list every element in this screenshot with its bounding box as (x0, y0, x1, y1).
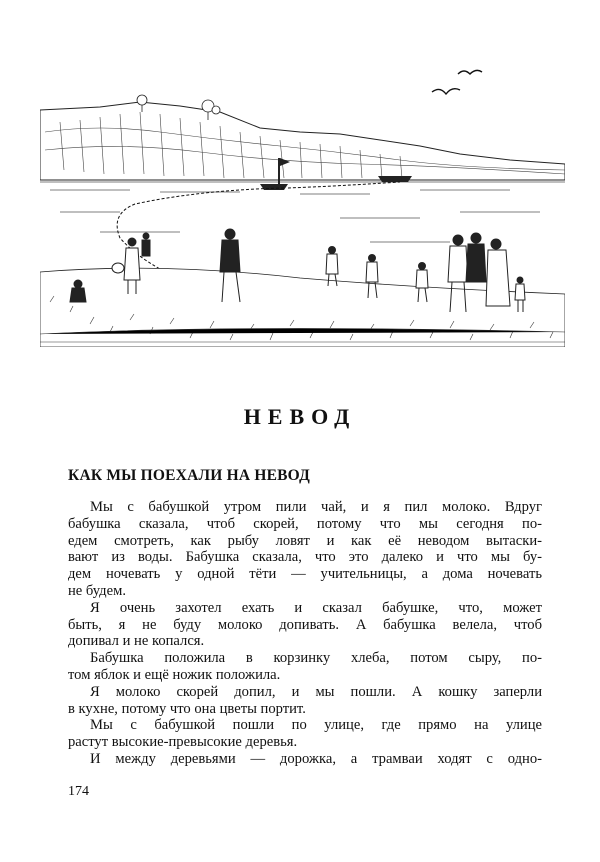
text-line: Бабушка положила в корзинку хлеба, потом сыру, по- (90, 650, 542, 667)
chapter-title: КАК МЫ ПОЕХАЛИ НА НЕВОД (68, 467, 310, 484)
text-line: допивал и не копался. (68, 633, 205, 650)
text-line: едем смотреть, как рыбу ловят и как её неводом вытаски- (68, 532, 542, 549)
page-number: 174 (68, 784, 89, 799)
text-line: Мы с бабушкой пошли по улице, где прямо на улице (90, 717, 542, 734)
text-line: в кухне, потому что она цветы портит. (68, 700, 306, 717)
fishing-seine-illustration-icon (40, 62, 565, 347)
story-title: НЕВОД (243, 404, 357, 429)
text-line: растут высокие-превысокие деревья. (68, 734, 298, 751)
text-line: И между деревьями — дорожка, а трамваи ходят с одно- (90, 750, 542, 767)
text-line: Я очень захотел ехать и сказал бабушке, что, может (90, 599, 542, 616)
text-line: том яблок и ещё ножик положила. (68, 666, 281, 683)
body-text (68, 499, 542, 768)
text-line: Мы с бабушкой утром пили чай, и я пил молоко. Вдруг (90, 499, 542, 515)
text-line: дем ночевать у одной тёти — учительницы, а дома ночевать (68, 566, 542, 583)
fishing-scene-illustration (40, 62, 565, 347)
text-line: быть, я не буду молоко допивать. А бабушка велела, чтоб (68, 616, 542, 633)
text-line: не будем. (68, 582, 126, 599)
text-line: вают из воды. Бабушка сказала, что это далеко и что мы бу- (68, 549, 542, 566)
text-line: Я молоко скорей допил, и мы пошли. А кошку заперли (90, 683, 542, 700)
text-line: бабушка сказала, чтоб скорей, потому что мы сегодня по- (68, 515, 542, 532)
